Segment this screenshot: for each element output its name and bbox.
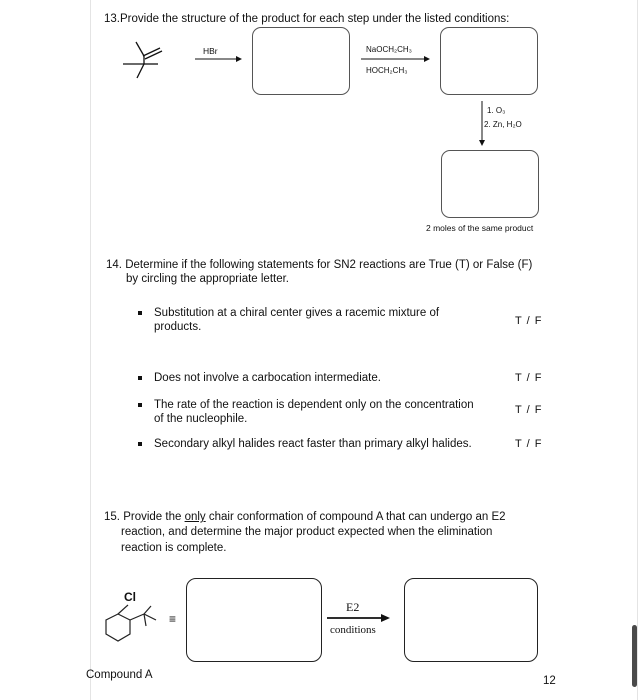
q15-prompt-line2: reaction, and determine the major product expected when the elimination xyxy=(121,526,493,538)
q14-tf-4[interactable]: T / F xyxy=(515,438,543,450)
q15-e2-arrow xyxy=(326,613,392,623)
q14-bullet-4 xyxy=(138,442,142,446)
q14-statement-1-line2: products. xyxy=(154,321,202,333)
q14-statement-3-line2: of the nucleophile. xyxy=(154,413,248,425)
q14-tf-2[interactable]: T / F xyxy=(515,372,543,384)
compound-a-label: Compound A xyxy=(86,669,153,681)
q13-step3-line1: 1. O₃ xyxy=(487,106,506,115)
q13-step2-reagent-bottom: HOCH₂CH₃ xyxy=(366,66,408,75)
q13-step2-arrow xyxy=(360,55,432,63)
scrollbar-thumb[interactable] xyxy=(632,625,637,687)
q14-statement-2-line1: Does not involve a carbocation intermediate. xyxy=(154,372,381,384)
q14-prompt-line1: 14. Determine if the following statements for SN2 reactions are True (T) or False (F) xyxy=(106,259,533,271)
q15-arrow-bottom-label: conditions xyxy=(330,624,376,636)
q13-step2-reagent-top: NaOCH₂CH₃ xyxy=(366,45,412,54)
q15-equiv-symbol: ≡ xyxy=(169,612,177,626)
q14-bullet-1 xyxy=(138,311,142,315)
q14-statement-1-line1: Substitution at a chiral center gives a racemic mixture of xyxy=(154,307,440,319)
q13-alkene-structure xyxy=(118,38,168,82)
q14-bullet-3 xyxy=(138,403,142,407)
q13-note: 2 moles of the same product xyxy=(426,223,534,233)
q14-statement-4-line1: Secondary alkyl halides react faster than primary alkyl halides. xyxy=(154,438,472,450)
q13-answer-box-3[interactable] xyxy=(441,150,539,218)
q15-arrow-top-label: E2 xyxy=(346,600,360,614)
q15-answer-box-2[interactable] xyxy=(404,578,538,662)
q13-step1-reagent: HBr xyxy=(203,46,218,56)
q13-step1-arrow xyxy=(194,55,244,63)
q13-answer-box-1[interactable] xyxy=(252,27,350,95)
compound-a-structure xyxy=(100,600,162,646)
q13-answer-box-2[interactable] xyxy=(440,27,538,95)
q15-answer-box-1[interactable] xyxy=(186,578,322,662)
q15-prompt-line1: 15. Provide the only chair conformation of compound A that can undergo an E2 xyxy=(104,511,506,523)
page-frame xyxy=(90,0,638,700)
q14-statement-3-line1: The rate of the reaction is dependent only on the concentration xyxy=(154,399,474,411)
q14-tf-1[interactable]: T / F xyxy=(515,315,543,327)
q15-cl-label: Cl xyxy=(124,590,136,604)
q14-tf-3[interactable]: T / F xyxy=(515,404,543,416)
q15-prompt-line3: reaction is complete. xyxy=(121,542,227,554)
q14-bullet-2 xyxy=(138,376,142,380)
q13-step3-line2: 2. Zn, H₂O xyxy=(484,120,522,129)
page-number: 12 xyxy=(543,675,556,687)
q13-prompt: 13.Provide the structure of the product for each step under the listed conditions: xyxy=(104,13,510,25)
q14-prompt-line2: by circling the appropriate letter. xyxy=(126,273,290,285)
